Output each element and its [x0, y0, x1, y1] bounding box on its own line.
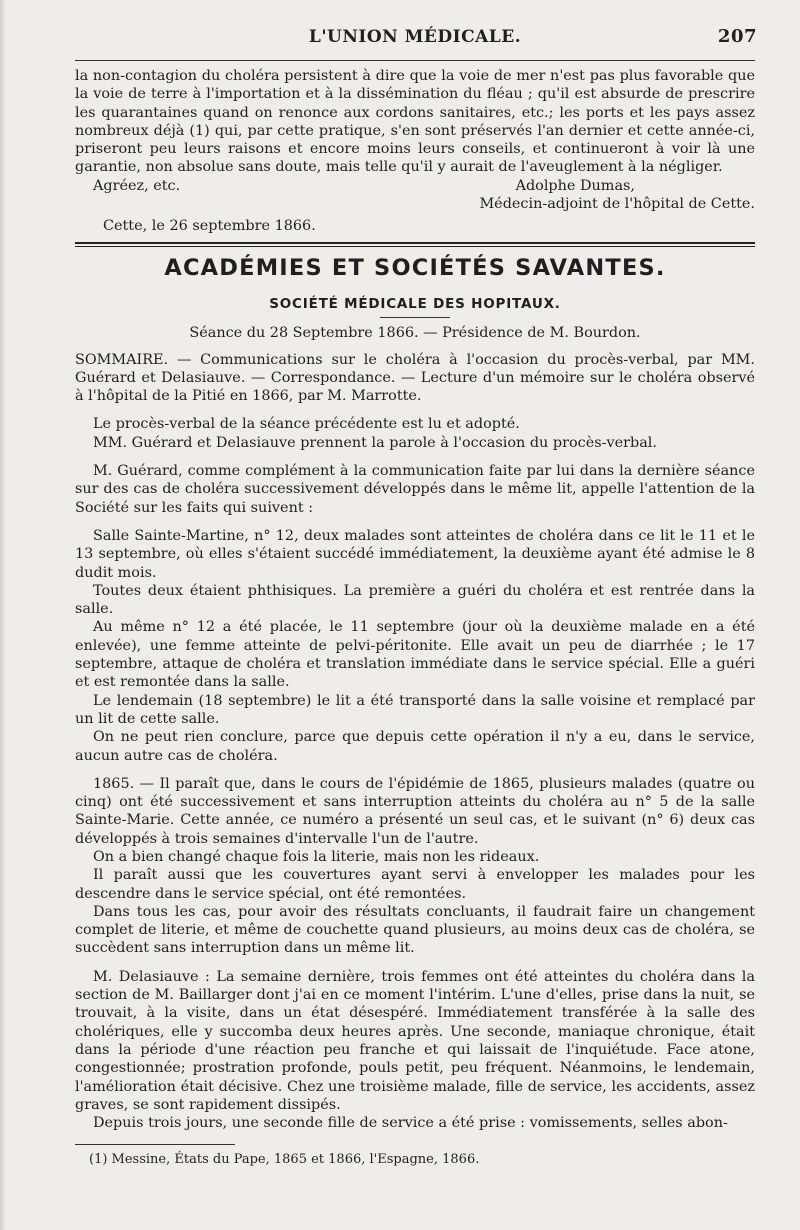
footnote: (1) Messine, États du Pape, 1865 et 1866, l'Espagne, 1866. — [89, 1152, 480, 1168]
society-title — [75, 295, 755, 318]
seance-line: Séance du 28 Septembre 1866. — Présidence de M. Bourdon. — [189, 325, 641, 342]
body-paragraph: Au même n° 12 a été placée, le 11 septembre (jour où la deuxième malade en a été enlevée), une femme atteinte de pelvi-péritonite. Elle avait un peu de diarrhée ; le 17 septembre, attaque de choléra et translation immédiate dans le service spécial. Elle a guéri et est remontée dans la salle. — [75, 619, 755, 691]
spacer — [75, 765, 755, 775]
body-paragraph: Le procès-verbal de la séance précédente est lu et adopté. — [93, 416, 520, 433]
body-paragraph: Salle Sainte-Martine, n° 12, deux malades sont atteintes de choléra dans ce lit le 11 et le 13 septembre, où elles s'étaient succédé immédiatement, la deuxième ayant été admise le 8 dudit mois. — [75, 527, 755, 581]
body-paragraph: M. Guérard, comme complément à la communication faite par lui dans la dernière séance sur des cas de choléra successivement développés dans le même lit, appelle l'attention de la Société sur les faits qui suivent : — [75, 463, 755, 516]
body-paragraph: Toutes deux étaient phthisiques. La première a guéri du choléra et est rentrée dans la salle. — [75, 582, 755, 618]
body-paragraph: 1865. — Il paraît que, dans le cours de l'épidémie de 1865, plusieurs malades (quatre ou cinq) ont été successivement et sans interruption atteints du choléra au n° 5 de la salle Sainte-Marie. Cette année, ce numéro a présenté un seul cas, et le suivant (n° 6) deux cas développés à trois semaines d'intervalle l'un de l'autre. — [75, 775, 755, 847]
spacer — [75, 405, 755, 415]
body-paragraph: Dans tous les cas, pour avoir des résultats concluants, il faudrait faire un changement complet de literie, et même de couchette quand plusieurs, au moins deux cas de choléra, se succèdent sans interruption dans un même lit. — [75, 903, 755, 957]
spacer — [75, 517, 755, 527]
body-paragraph: Il paraît aussi que les couvertures ayant servi à envelopper les malades pour les descendre dans le service spécial, ont été remontées. — [75, 867, 755, 902]
spacer — [75, 452, 755, 462]
letter-signature-title: Médecin-adjoint de l'hôpital de Cette. — [479, 196, 755, 213]
letter-signature-row — [75, 177, 755, 195]
header-rule — [75, 60, 755, 61]
spacer — [75, 958, 755, 968]
body-paragraph: On a bien changé chaque fois la literie, mais non les rideaux. — [93, 848, 540, 865]
letter-paragraph: la non-contagion du choléra persistent à dire que la voie de mer n'est pas plus favorable que la voie de terre à l'importation et à la dissémination du fléau ; qu'il est absurde de prescrire les quarantaines quand on renonce aux cordons sanitaires, etc.; les ports et les pays assez nombreux déjà (1) qui, par cette pratique, s'en sont préservés l'an dernier et cette année-ci, priseront peu leurs raisons et encore moins leurs conseils, et continueront à voir là une garantie, non absolue sans doute, mais telle qu'il y aurait de l'aveuglement à la négliger. — [75, 68, 755, 176]
page-number: 207 — [717, 26, 757, 47]
footnote-rule — [75, 1144, 235, 1145]
letter-closing: Agréez, etc. — [93, 177, 181, 194]
body-paragraph: MM. Guérard et Delasiauve prennent la parole à l'occasion du procès-verbal. — [93, 434, 657, 451]
society-name: SOCIÉTÉ MÉDICALE DES HOPITAUX. — [269, 295, 561, 312]
section-title: ACADÉMIES ET SOCIÉTÉS SAVANTES. — [164, 254, 666, 281]
section-rule — [75, 242, 755, 247]
body-paragraph: Depuis trois jours, une seconde fille de service a été prise : vomissements, selles abon- — [93, 1115, 728, 1132]
letter-signature: Adolphe Dumas, — [515, 177, 635, 194]
body-paragraph: Le lendemain (18 septembre) le lit a été transporté dans la salle voisine et remplacé par un lit de cette salle. — [75, 692, 755, 727]
running-head — [75, 28, 755, 58]
page-content — [75, 28, 755, 1170]
letter-place-date: Cette, le 26 septembre 1866. — [103, 218, 316, 235]
body-paragraph: On ne peut rien conclure, parce que depuis cette opération il n'y a eu, dans le service, aucun autre cas de choléra. — [75, 729, 755, 764]
society-rule — [380, 317, 450, 318]
sommaire: SOMMAIRE. — Communications sur le choléra à l'occasion du procès-verbal, par MM. Guérard et Delasiauve. — Correspondance. — Lecture d'un mémoire sur le choléra observé à l'hôpital de la Pitié en 1866, par M. Marrotte. — [75, 351, 755, 405]
body-paragraph: M. Delasiauve : La semaine dernière, trois femmes ont été atteintes du choléra dans la section de M. Baillarger dont j'ai en ce moment l'intérim. L'une d'elles, prise dans la nuit, se trouvait, à la visite, dans un état désespéré. Immédiatement transférée à la salle des cholériques, elle y succomba deux heures après. Une seconde, maniaque chronique, était dans la période d'une réaction peu franche et qui laissait de l'inquiétude. Face atone, congestionnée; prostration profonde, pouls petit, peu fréquent. Néanmoins, le lendemain, l'amélioration était décisive. Chez une troisième malade, fille de service, les accidents, assez graves, se sont rapidement dissipés. — [75, 968, 755, 1113]
running-title: L'UNION MÉDICALE. — [308, 27, 522, 47]
